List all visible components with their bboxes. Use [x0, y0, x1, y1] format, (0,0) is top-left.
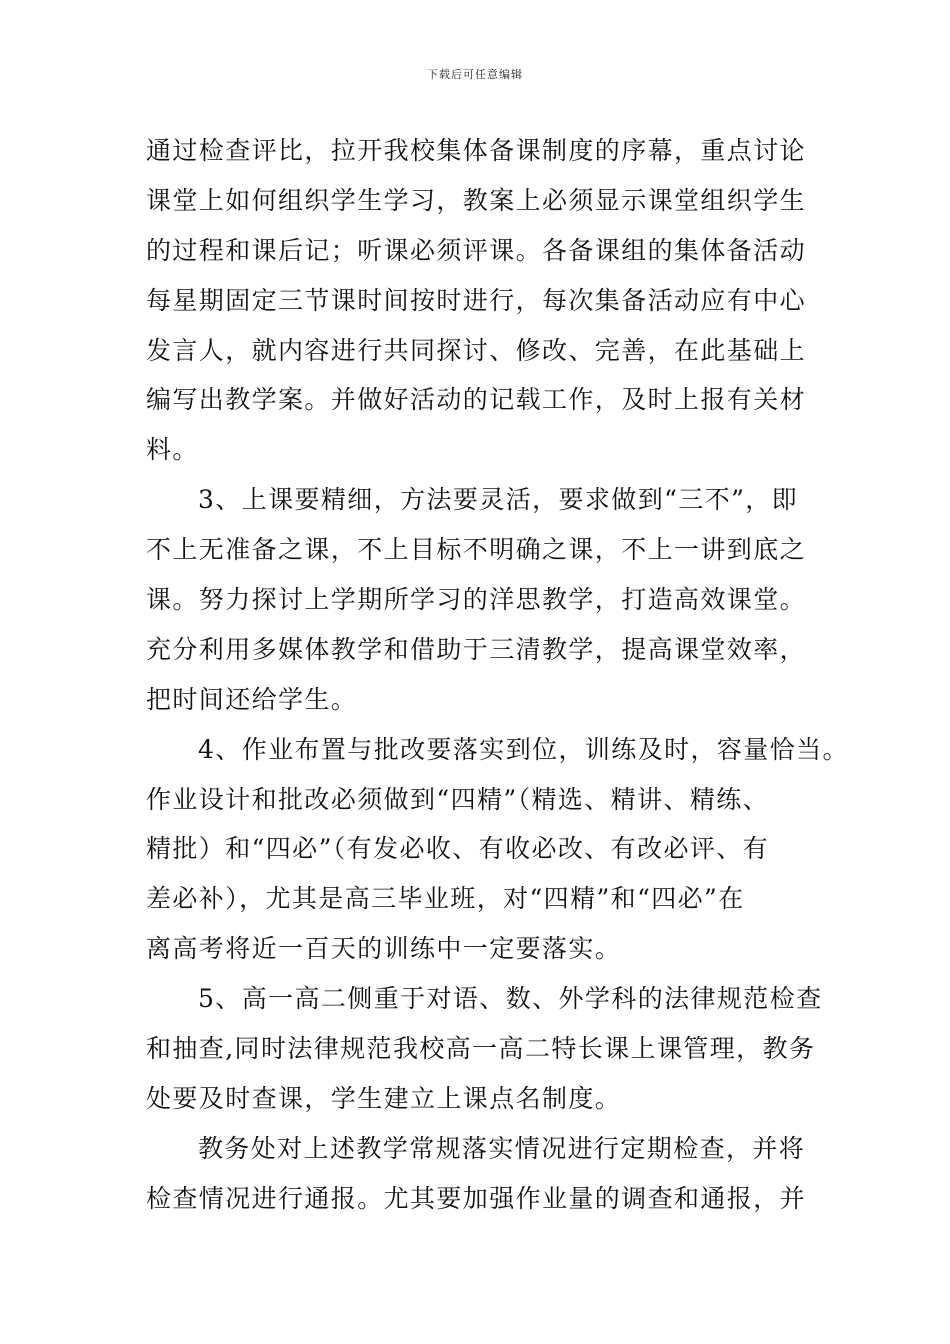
text-line: 和抽查,同时法律规范我校高一高二特长课上课管理，教务 — [146, 1034, 816, 1064]
body-text — [146, 126, 849, 1224]
text-line: 通过检查评比，拉开我校集体备课制度的序幕，重点讨论 — [146, 136, 807, 165]
text-line: 差必补），尤其是高三毕业班，对“四精”和“四必”在 — [146, 884, 745, 914]
text-line: 料。 — [146, 435, 199, 465]
text-line: 教务处对上述教学常规落实情况进行定期检查，并将 — [198, 1133, 806, 1163]
text-line: 每星期固定三节课时间按时进行，每次集备活动应有中心 — [146, 285, 807, 315]
text-line: 把时间还给学生。 — [146, 684, 358, 714]
text-line: 4、作业布置与批改要落实到位，训练及时，容量恰当。 — [198, 734, 849, 764]
text-line: 充分利用多媒体教学和借助于三清教学，提高课堂效率， — [146, 634, 807, 664]
text-line: 作业设计和批改必须做到“四精”（精选、精讲、精练、 — [146, 784, 770, 814]
text-line: 5、高一高二侧重于对语、数、外学科的法律规范检查 — [198, 984, 823, 1014]
text-line: 不上无准备之课，不上目标不明确之课，不上一讲到底之 — [146, 535, 807, 565]
text-line: 离高考将近一百天的训练中一定要落实。 — [146, 934, 622, 964]
text-line: 的过程和课后记；听课必须评课。各备课组的集体备活动 — [146, 235, 807, 265]
text-line: 课。努力探讨上学期所学习的洋思教学，打造高效课堂。 — [146, 585, 807, 615]
text-line: 3、上课要精细，方法要灵活，要求做到“三不”，即 — [198, 485, 799, 515]
text-line: 检查情况进行通报。尤其要加强作业量的调查和通报，并 — [146, 1183, 807, 1213]
text-line: 处要及时查课，学生建立上课点名制度。 — [146, 1083, 622, 1113]
text-line: 编写出教学案。并做好活动的记载工作，及时上报有关材 — [146, 385, 807, 415]
text-line: 发言人，就内容进行共同探讨、修改、完善，在此基础上 — [146, 335, 807, 365]
text-line: 精批）和“四必”（有发必收、有收必改、有改必评、有 — [146, 834, 770, 864]
text-line: 课堂上如何组织学生学习，教案上必须显示课堂组织学生 — [146, 185, 807, 215]
header-note: 下载后可任意编辑 — [427, 68, 523, 81]
